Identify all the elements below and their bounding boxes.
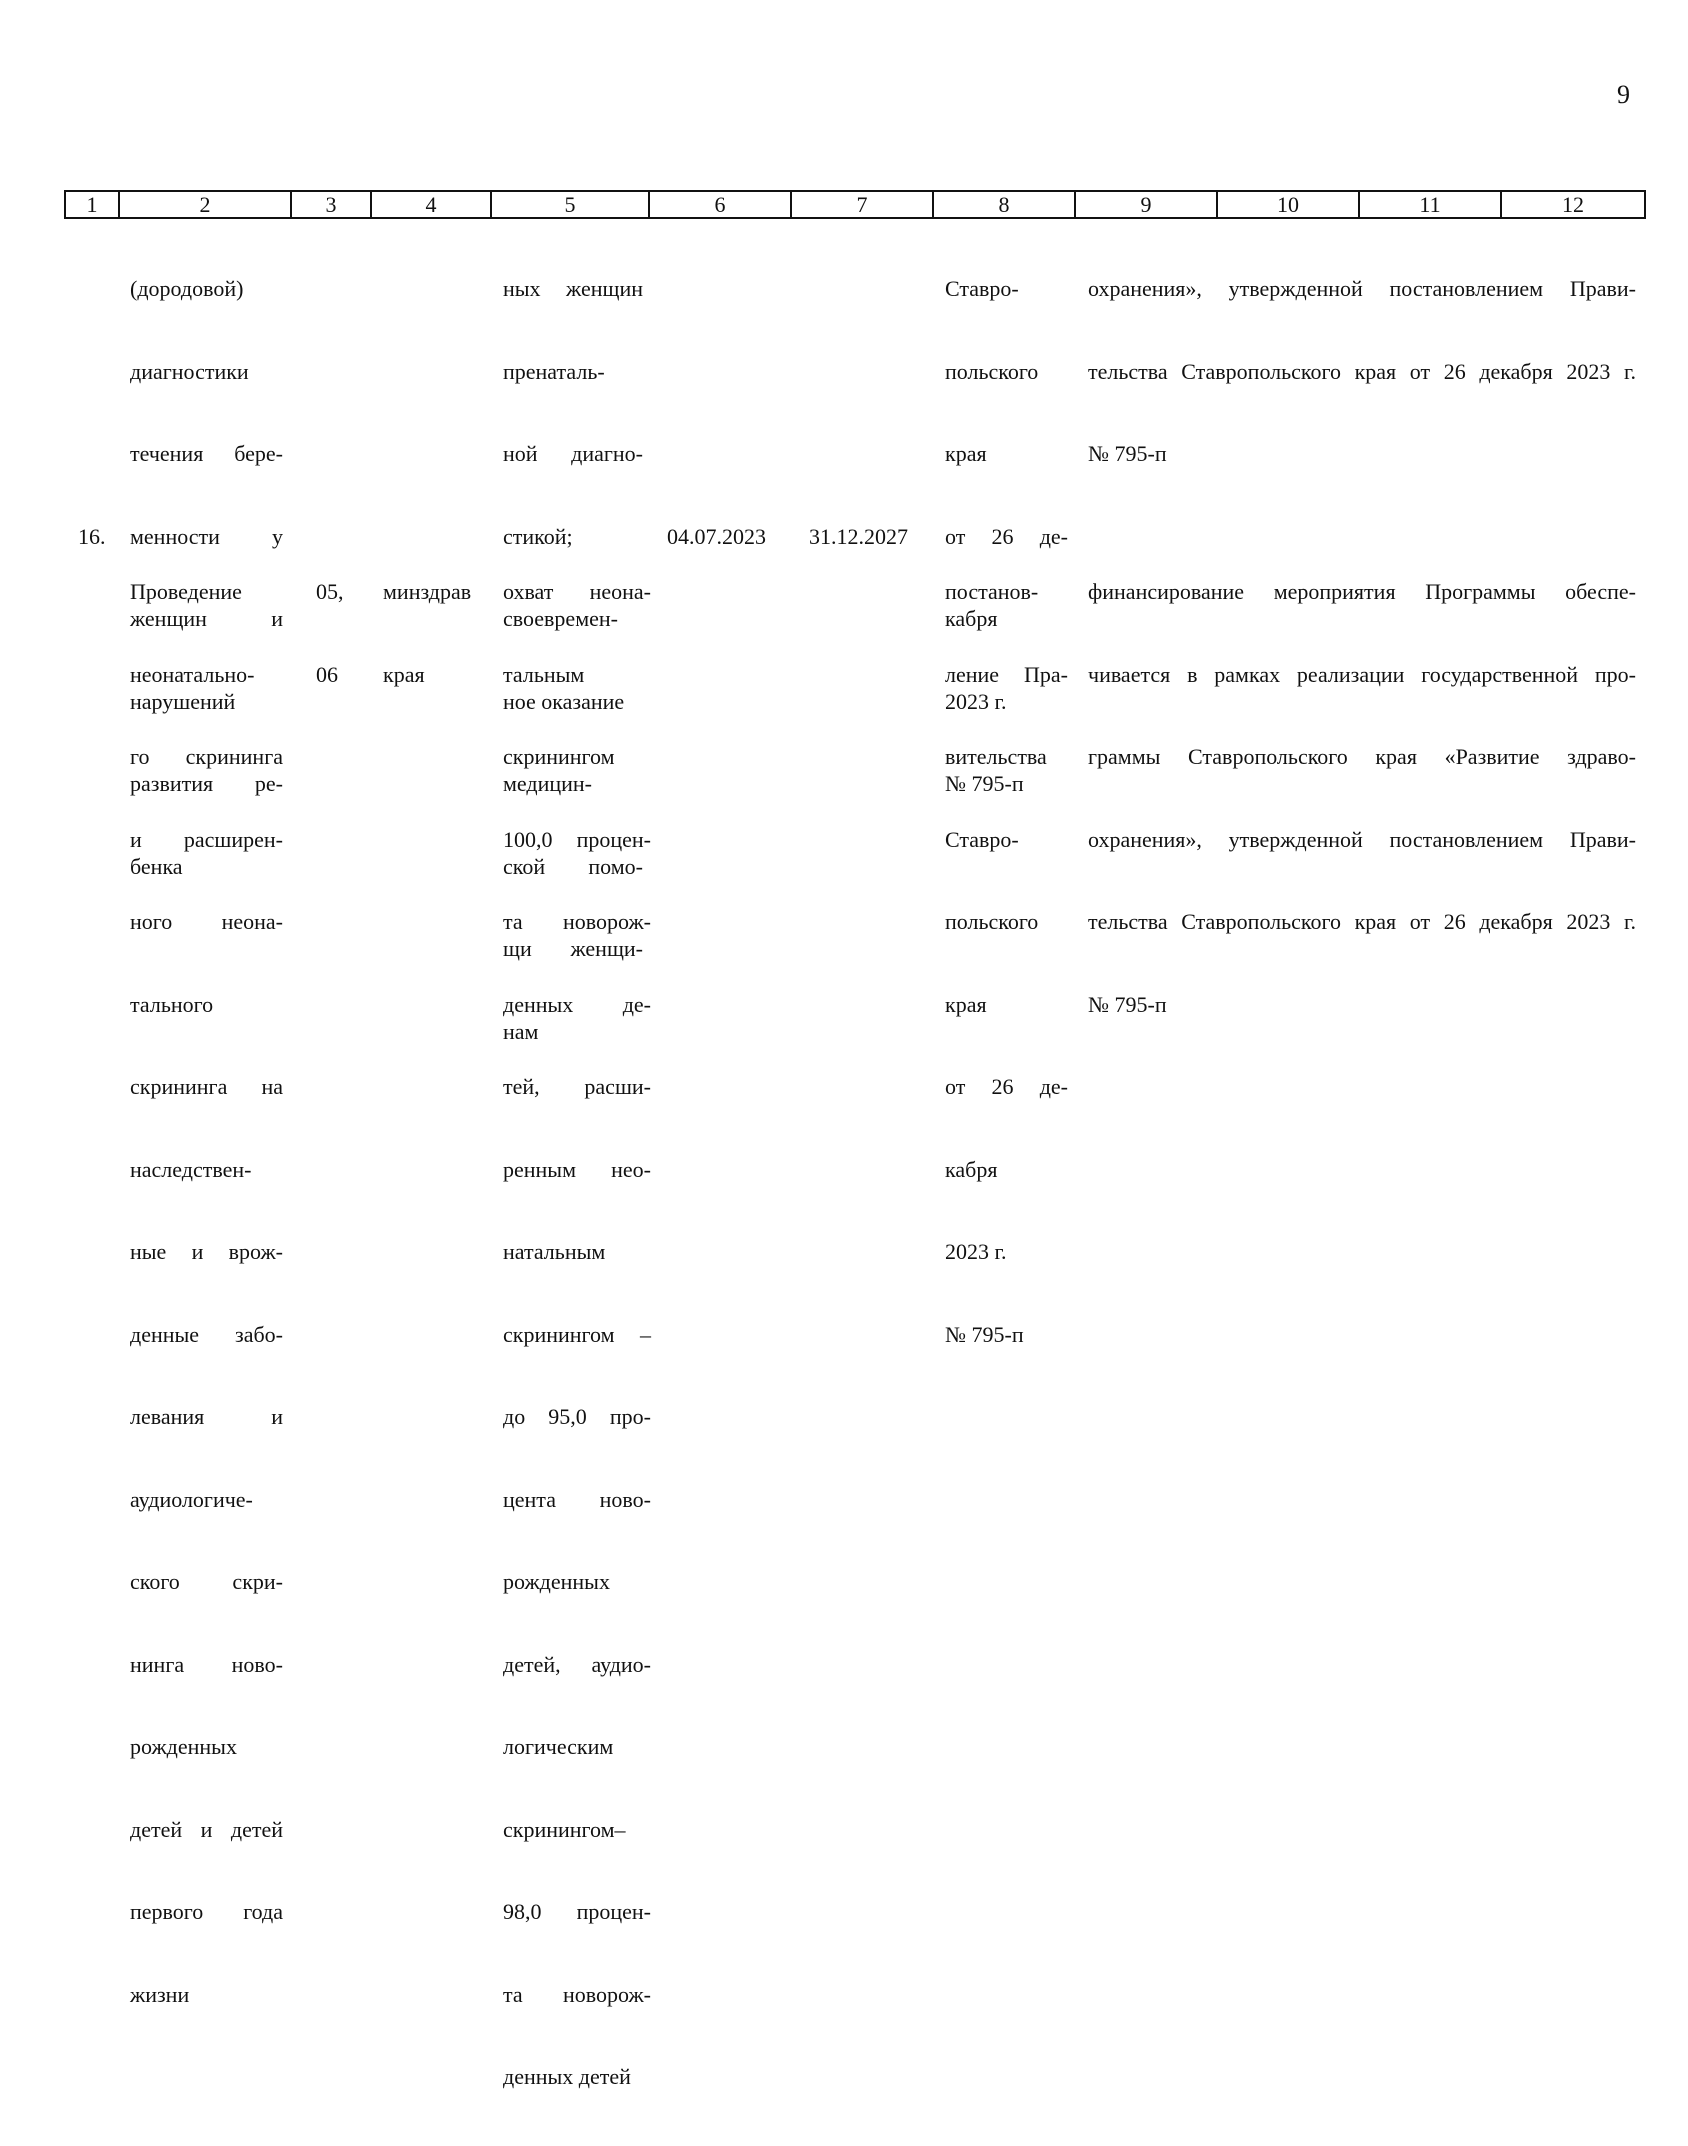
page-number: 9 [1617,80,1630,109]
line: охранения», утвержденной постановлением Прави- [1088,276,1636,301]
line: первого года [130,1899,283,1924]
line: края [945,991,987,1017]
line: неонатально- [130,661,255,687]
line: щи женщи- [503,936,643,961]
line: тей, расши- [503,1074,651,1099]
header-col-1: 1 [66,192,120,217]
header-col-5: 5 [492,192,650,217]
line: тельства Ставропольского края от 26 декабря 2023 г. [1088,909,1636,934]
cont-col9-cell [1088,220,1636,523]
line: чивается в рамках реализации государственной про- [1088,661,1636,687]
line: скрининга на [130,1074,283,1099]
line: ского скри- [130,1569,283,1594]
line: охранения», утвержденной постановлением Прави- [1088,826,1636,852]
header-col-11: 11 [1360,192,1502,217]
line: края [383,661,425,687]
table-header-row [64,190,1646,219]
row16-col4-cell [383,523,493,743]
line: от 26 де- [945,1074,1068,1099]
line: 06 [316,661,338,687]
header-col-4: 4 [372,192,492,217]
row16-col8-cell [945,523,1068,1403]
header-col-3: 3 [292,192,372,217]
line: та новорож- [503,1981,651,2007]
row16-col6-start-date: 04.07.2023 [667,524,766,549]
header-col-8: 8 [934,192,1076,217]
line: течения бере- [130,441,283,466]
line: натальным [503,1239,606,1264]
line: рожденных [130,1734,237,1759]
header-col-12: 12 [1562,192,1584,217]
line: го скрининга [130,744,283,769]
line: менности у [130,523,283,549]
line: развития ре- [130,771,283,796]
line: края [945,441,987,466]
line: скринингом [503,744,615,769]
line: нам [503,1018,539,1044]
line: денных детей [503,2064,631,2089]
line: № 795-п [945,1321,1024,1347]
line: (дородовой) [130,276,244,301]
line: постанов- [945,579,1039,604]
line: № 795-п [1088,991,1167,1017]
line: кабря [945,606,998,631]
line: 98,0 процен- [503,1899,651,1924]
line: детей, аудио- [503,1651,651,1677]
line: охват неона- [503,579,651,604]
row16-col7-end-date: 31.12.2027 [809,524,908,549]
line: минздрав [383,579,472,604]
line: бенка [130,853,183,879]
line: наследствен- [130,1156,252,1182]
line: № 795-п [1088,441,1167,466]
line: ных женщин [503,276,643,301]
header-col-6: 6 [650,192,792,217]
line: диагностики [130,358,249,384]
line: польского [945,909,1039,934]
line: цента ново- [503,1486,651,1512]
line: пренаталь- [503,358,605,384]
line: ные и врож- [130,1239,283,1264]
line: вительства [945,744,1047,769]
header-col-9: 9 [1076,192,1218,217]
line: ной диагно- [503,441,643,466]
line: аудиологиче- [130,1486,253,1512]
line: та новорож- [503,909,651,934]
line: ренным нео- [503,1156,651,1182]
row16-col2-cell [130,523,283,2063]
line: граммы Ставропольского края «Развитие здраво- [1088,744,1636,769]
line: медицин- [503,771,593,796]
line: 100,0 процен- [503,826,651,852]
line: Ставро- [945,826,1019,852]
line: 2023 г. [945,688,1007,714]
line: до 95,0 про- [503,1404,651,1429]
line: стикой; [503,523,573,549]
line: ного неона- [130,909,283,934]
line: и расширен- [130,826,283,852]
line: денных де- [503,991,651,1017]
line: детей и детей [130,1816,283,1842]
line: 05, [316,579,344,604]
line: 2023 г. [945,1239,1007,1264]
line: № 795-п [945,771,1024,796]
line: нинга ново- [130,1651,283,1677]
line: скринингом – [503,1321,651,1347]
line: ление Пра- [945,661,1068,687]
line: финансирование мероприятия Программы обеспе- [1088,579,1636,604]
line: рожденных [503,1569,610,1594]
line: логическим [503,1734,614,1759]
line: левания и [130,1404,283,1429]
line: от 26 де- [945,523,1068,549]
row16-col3-cell [316,523,376,743]
line: жизни [130,1981,190,2007]
header-col-7: 7 [792,192,934,217]
line: женщин и [130,606,283,631]
line: скринингом– [503,1816,626,1842]
line: кабря [945,1156,998,1182]
header-col-10: 10 [1218,192,1360,217]
row16-col5-cell [503,523,651,2146]
line: Ставро- [945,276,1019,301]
line: тельства Ставропольского края от 26 декабря 2023 г. [1088,358,1636,384]
line: ное оказание [503,688,625,714]
line: тального [130,991,214,1017]
line: Проведение [130,579,242,604]
line: тальным [503,661,585,687]
row16-col9-cell [1088,523,1636,1073]
line: денные забо- [130,1321,283,1347]
header-col-2: 2 [120,192,292,217]
line: нарушений [130,688,236,714]
line: польского [945,358,1039,384]
row16-number: 16. [78,524,106,549]
line: ской помо- [503,853,643,879]
line: своевремен- [503,606,618,631]
